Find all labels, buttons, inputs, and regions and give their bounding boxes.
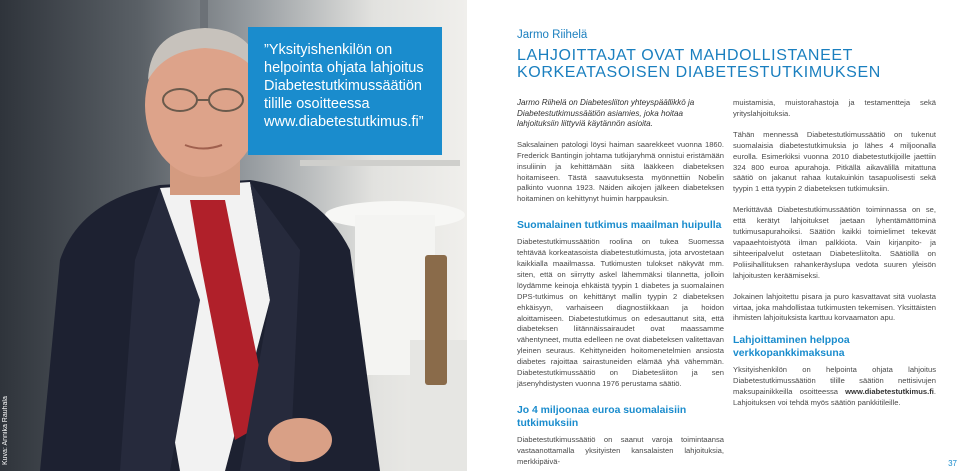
pull-quote-box <box>248 27 442 155</box>
article-author: Jarmo Riihelä <box>517 29 588 41</box>
article-paragraph: Merkittävää Diabetestutkimussäätiön toiminnassa on se, että kerätyt lahjoitukset jaetaan lyhentämättöminä tutkimusapurahoiksi. Säätiön kaikki toimielimet tekevät vapaaehtoistyötä ilman palkkiota. Vain kirjanpito- ja sihteeripalvelut ostetaan Diabetesliitolta. Säätiöllä on Poliisihallituksen rahankeräyslupa vedota suuren yleisön lahjoitusten keräämiseksi. <box>733 205 936 280</box>
article-subheading: Suomalainen tutkimus maailman huipulla <box>517 220 722 232</box>
article-lead: Jarmo Riihelä on Diabetesliiton yhteyspäällikkö ja Diabetestutkimussäätiön asiamies, joka hoitaa lahjoituksiin liittyviä käytännön asioita. <box>517 98 695 129</box>
article-paragraph: Diabetestutkimussäätiön roolina on tukea Suomessa tehtävää korkeatasoista diabetestutkimusta, jota arvostetaan kaikkialla maailmassa. Tutkimusten tulokset näkyvät mm. siten, että on siirrytty askel lähemmäksi tilannetta, jolloin löydämme keinoja ehkäistä tyypin 1 diabetes ja suomalainen DPS-tutkimus on kehittänyt mallin tyypin 2 diabeteksen ehkäisyyn, varhaiseen diagnostiikkaan ja hoidon aloittamiseen. Diabetestutkimus on edesauttanut sitä, että diabeteksen liitännäissairaudet ovat maassamme vähentyneet, mutta edelleen ne ovat diabeteksen valitettavan yleinen seuraus. Kehittyneiden hoitomenetelmien ansiosta diabetes rajoittaa sairastuneiden elämää yhä vähemmän. Diabetestutkimussäätiö on Diabetesliiton ja sen jäsenyhdistysten vuonna 1976 perustama säätiö. <box>517 237 724 388</box>
article-subheading: Lahjoittaminen helppoa verkkopankkimaksuna <box>733 335 850 360</box>
article-text: Yksityishenkilön on helpointa ohjata lahjoitus Diabetestutkimussäätiön tilille säätiön nettisivujen maksupainikkeilla osoitteessa <box>733 365 936 397</box>
photo-credit: Kuva: Annika Rauhala <box>2 396 9 465</box>
article-paragraph: Saksalainen patologi löysi haiman saarekkeet vuonna 1860. Frederick Bantingin johtama tutkijaryhmä onnistui eristämään insuliinin ja kehittämään siitä lääkkeen diabeteksen hoitamiseen. Tästä saavutuksesta myönnettiin Nobelin palkinto vuonna 1923. Näiden aikojen jälkeen diabeteksen hoitaminen on kehittynyt huimin harppauksin. <box>517 139 724 204</box>
article-continuation-text: muistamisia, muistorahastoja ja testamentteja sekä yrityslahjoituksia. <box>733 98 936 118</box>
article-paragraph <box>733 365 936 409</box>
article-paragraph: Diabetestutkimussäätiö on saanut varoja toimintaansa vastaanottamalla yksityisten kansalaisten lahjoituksia, merkkipäivä- <box>517 434 724 466</box>
article-paragraph: Tähän mennessä Diabetestutkimussäätiö on tukenut suomalaisia diabetestutkimuksia jo lähes 4 miljoonalla eurolla. Esimerkiksi vuonna 2010 diabetestutkijoille jaettiin 324 800 euroa apurahoja. Pitkällä aikavälillä mitattuna säätiö on jakanut rahaa kutakuinkin tasapuolisesti sekä tyypin 1 että tyypin 2 diabeteksen tutkimuksiin. <box>733 129 936 194</box>
pull-quote-text: ”Yksityishenkilön on helpointa ohjata lahjoitus Diabetestutkimussäätiön tilille osoitteessa www.diabetestutkimus.fi” <box>264 42 424 130</box>
article-paragraph-continued <box>733 98 936 120</box>
article-column-right <box>733 98 936 409</box>
article-headline: LAHJOITTAJAT OVAT MAHDOLLISTANEET KORKEATASOISEN DIABETESTUTKIMUKSEN <box>517 47 881 81</box>
article-column-left <box>517 98 724 468</box>
article-text: . Lahjoituksen voi tehdä myös säätiön pankkitileille. <box>733 387 936 408</box>
page-number: 37 <box>948 459 957 468</box>
article-paragraph: Jokainen lahjoitettu pisara ja puro kasvattavat sitä vuolasta virtaa, joka mahdollistaa tutkimusten tekemisen. Yksittäisten ihmisten lahjoituksista karttuu korvaamaton apu. <box>733 291 936 323</box>
website-link[interactable]: www.diabetestutkimus.fi <box>845 387 934 397</box>
article-subheading: Jo 4 miljoonaa euroa suomalaisiin tutkimuksiin <box>517 404 687 429</box>
